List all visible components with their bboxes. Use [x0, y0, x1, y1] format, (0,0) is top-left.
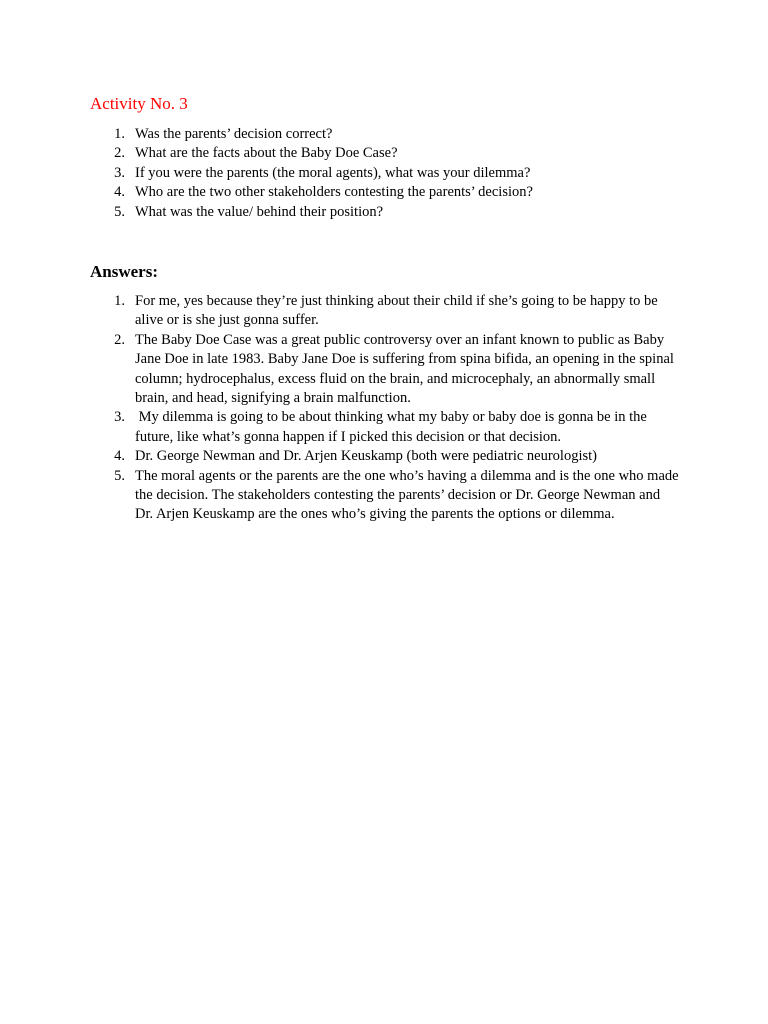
answer-number: 1.: [114, 293, 125, 309]
question-text: Who are the two other stakeholders contesting the parents’ decision?: [135, 184, 533, 201]
questions-list: [100, 125, 680, 222]
answer-text: The Baby Doe Case was a great public controversy over an infant known to public as Baby Jane Doe in late 1983. Baby Jane Doe is suffering from spina bifida, an opening in the spinal column; hydrocephalus, excess fluid on the brain, and microcephaly, an abnormally small brain, and head, signifying a brain malfunction.: [135, 331, 678, 407]
question-text: What are the facts about the Baby Doe Case?: [135, 145, 398, 162]
answers-list: [100, 292, 683, 525]
question-number: 1.: [114, 126, 125, 142]
answer-item: [100, 292, 680, 331]
question-number: 5.: [114, 203, 125, 220]
question-item: [100, 125, 680, 144]
answer-number: 3.: [114, 409, 125, 426]
answer-text: For me, yes because they’re just thinking about their child if she’s going to be happy to be alive or is she just gonna suffer.: [135, 293, 662, 329]
question-number: 4.: [114, 184, 125, 201]
answer-item: [100, 408, 680, 447]
answer-text: My dilemma is going to be about thinking what my baby or baby doe is gonna be in the future, like what’s gonna happen if I picked this decision or that decision.: [135, 409, 651, 445]
answer-item: [100, 447, 680, 466]
answer-text: Dr. George Newman and Dr. Arjen Keuskamp (both were pediatric neurologist): [135, 448, 597, 465]
question-item: [100, 203, 680, 222]
answer-number: 4.: [114, 448, 125, 465]
answer-item: [100, 467, 683, 525]
question-number: 3.: [114, 164, 125, 181]
question-item: [100, 144, 680, 163]
question-item: [100, 183, 680, 202]
question-item: [100, 164, 680, 183]
question-number: 2.: [114, 145, 125, 162]
question-text: Was the parents’ decision correct?: [135, 126, 333, 142]
answer-item: [100, 331, 680, 409]
answers-title: Answers:: [90, 262, 158, 281]
activity-title: Activity No. 3: [90, 94, 188, 113]
question-text: If you were the parents (the moral agents), what was your dilemma?: [135, 164, 531, 181]
question-text: What was the value/ behind their position?: [135, 203, 384, 220]
answer-number: 2.: [114, 331, 125, 348]
answer-number: 5.: [114, 467, 125, 484]
answer-text: The moral agents or the parents are the one who’s having a dilemma and is the one who made the decision. The stakeholders contesting the parents’ decision or Dr. George Newman and Dr. Arjen Keuskamp are the ones who’s giving the parents the options or dilemma.: [135, 467, 683, 523]
